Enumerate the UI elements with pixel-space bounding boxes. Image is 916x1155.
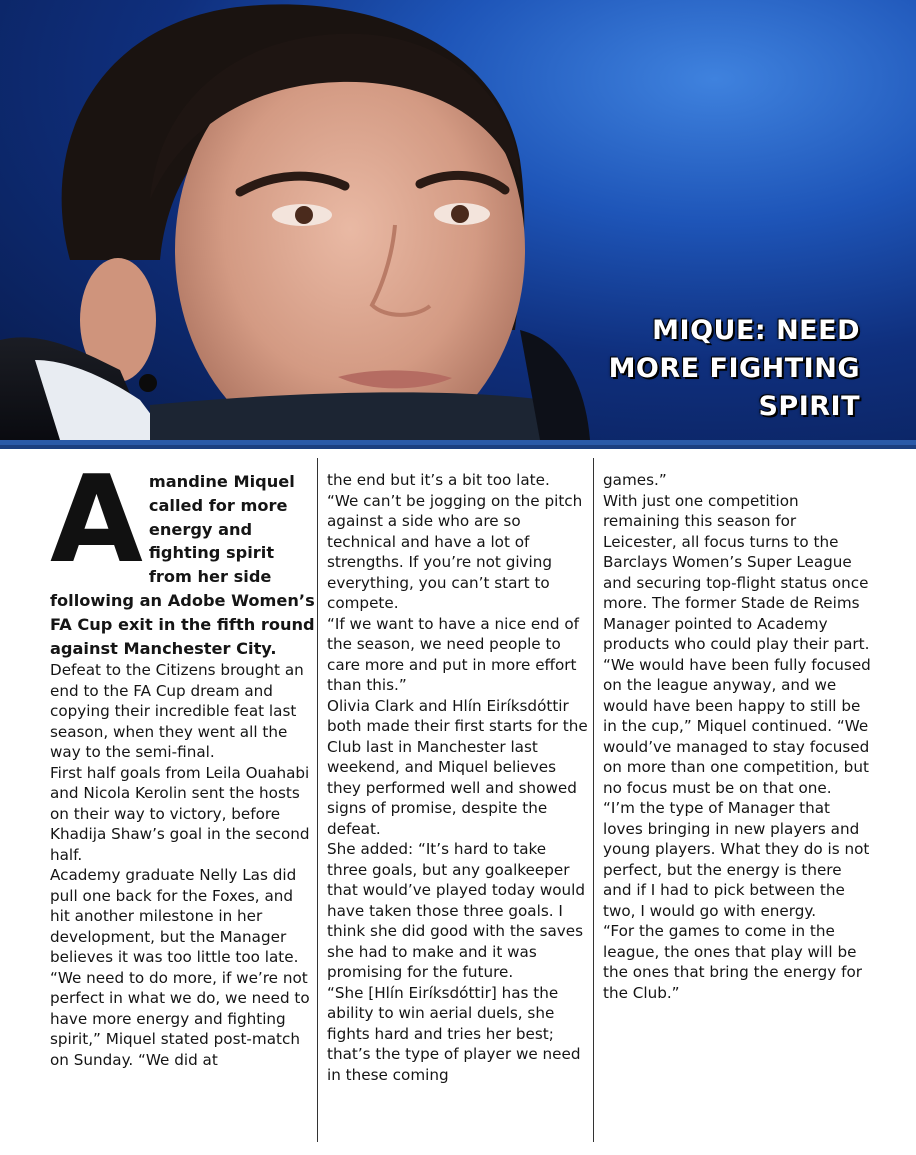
body-paragraph: “For the games to come in the league, the ones that play will be the ones that bring the energy for the Club.” <box>603 922 863 1002</box>
body-paragraph: With just one competition remaining this season for Leicester, all focus turns to the Barclays Women’s Super League and securing top-flight status once more. The former Stade de Reims Manager pointed to Academy products who could play their part. <box>603 491 870 653</box>
section-rule <box>0 440 916 449</box>
hero-image <box>0 0 916 440</box>
headline <box>560 312 860 426</box>
body-paragraph: Academy graduate Nelly Las did pull one back for the Foxes, and hit another milestone in her development, but the Manager believes it was too little too late. <box>50 866 299 967</box>
lead-paragraph: mandine Miquel called for more energy and fighting spirit from her side following an Adobe Women’s FA Cup exit in the fifth round against Manchester City. <box>50 472 315 658</box>
article-column-1 <box>50 451 316 1070</box>
headline-line: SPIRIT <box>758 391 860 422</box>
body-paragraph: “She [Hlín Eiríksdóttir] has the ability to win aerial duels, she fights hard and tries her best; that’s the type of player we need in these coming <box>327 983 581 1084</box>
body-paragraph: “We can’t be jogging on the pitch against a side who are so technical and have a lot of strengths. If you’re not giving everything, you can’t start to compete. <box>327 491 583 612</box>
body-paragraph: “If we want to have a nice end of the season, we need people to care more and put in more effort than this.” <box>327 614 579 694</box>
article-column-3 <box>603 470 871 1003</box>
body-paragraph: “We would have been fully focused on the league anyway, and we would have been happy to still be in the cup,” Miquel continued. “We would’ve managed to stay focused on more than one competition, but no focus must be on that one. <box>603 655 871 797</box>
body-paragraph: the end but it’s a bit too late. <box>327 471 550 489</box>
headline-line: MORE FIGHTING <box>608 353 860 384</box>
column-divider <box>593 458 594 1142</box>
body-paragraph: Olivia Clark and Hlín Eiríksdóttir both made their first starts for the Club last in Manchester last weekend, and Miquel believes they performed well and showed signs of promise, despite the defeat. <box>327 696 588 838</box>
body-paragraph: games.” <box>603 471 667 489</box>
body-paragraph: First half goals from Leila Ouahabi and Nicola Kerolin sent the hosts on their way to victory, before Khadija Shaw’s goal in the second half. <box>50 763 310 864</box>
body-paragraph: “We need to do more, if we’re not perfect in what we do, we need to have more energy and fighting spirit,” Miquel stated post-match on Sunday. “We did at <box>50 968 310 1069</box>
body-paragraph: “I’m the type of Manager that loves bringing in new players and young players. What they do is not perfect, but the energy is there and if I had to pick between the two, I would go with energy. <box>603 799 870 920</box>
column-divider <box>317 458 318 1142</box>
body-paragraph: She added: “It’s hard to take three goals, but any goalkeeper that would’ve played today would have taken those three goals. I think she did good with the saves she had to make and it was promising for the future. <box>327 840 586 981</box>
headline-line: MIQUE: NEED <box>652 315 860 346</box>
body-paragraph: Defeat to the Citizens brought an end to the FA Cup dream and copying their incredible feat last season, when they went all the way to the semi-final. <box>50 661 304 762</box>
article-column-2 <box>327 470 591 1085</box>
drop-cap: A <box>50 451 143 590</box>
